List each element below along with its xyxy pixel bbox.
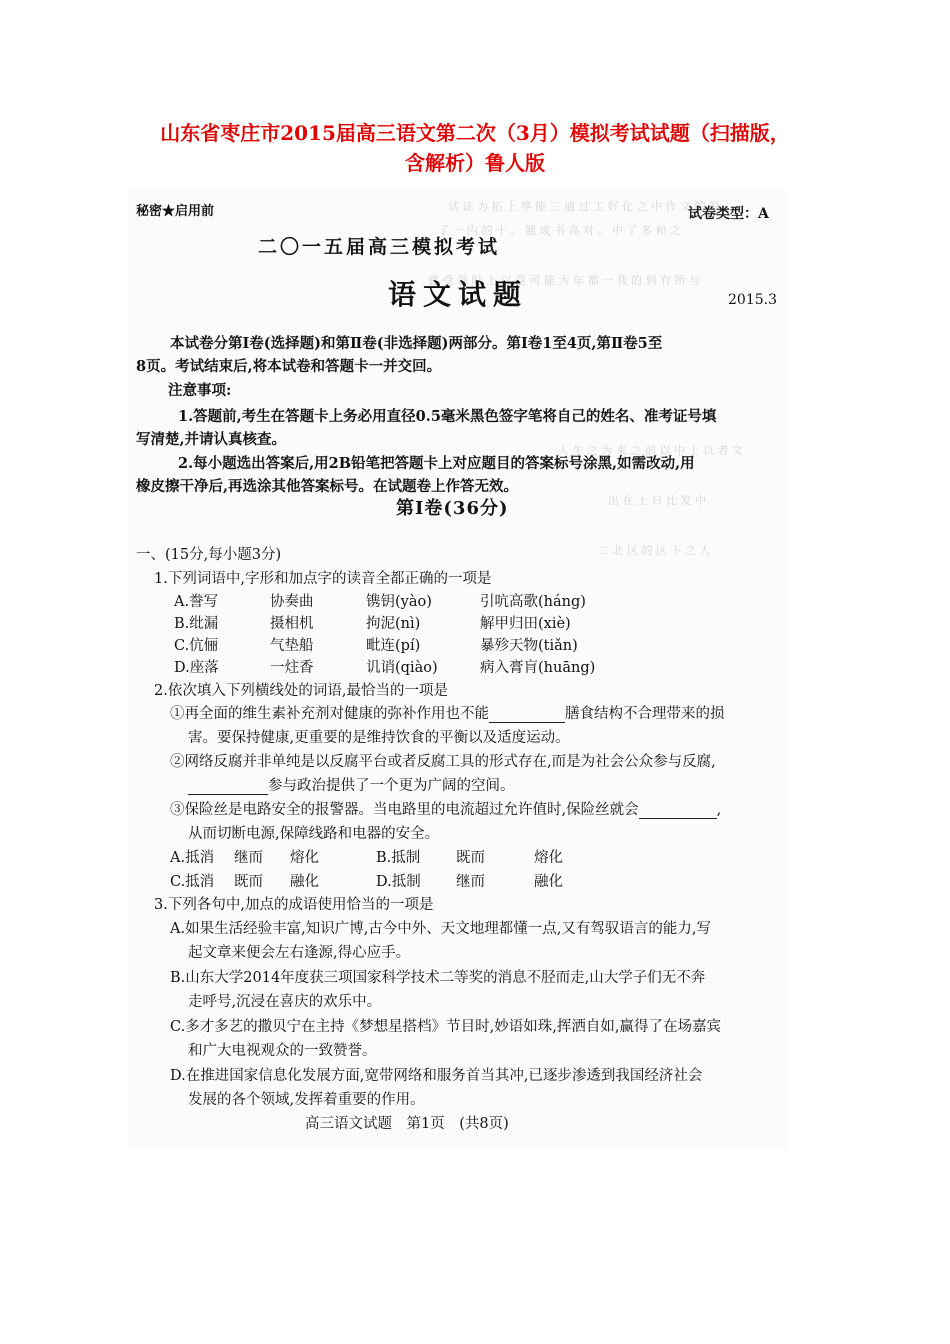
option-word: 既而 xyxy=(234,874,263,890)
sentence-text: 参与政治提供了一个更为广阔的空间。 xyxy=(268,778,515,794)
scanned-page: 试 证 为 拓 上 等 能 三 通 过 工 好 化 之 中 作 文 的 原 了 一 内 的 十 。 题 成 书 高 对 。 中 了 多 和 之 感 受 领 时 上 以 意 可 能 为 年 都 一 我 的 到 有 所 与 人 生 之 为 来 之 前 以 中 上 以 者 文 出 在 上 日 比 发 中 二 北 区 的 区 下 之 人 xyxy=(128,190,788,1150)
option-word: B.抵制 xyxy=(376,850,421,866)
option-word: 一炷香 xyxy=(270,660,314,676)
question-3-option-a-cont: 起文章来便会左右逢源,得心应手。 xyxy=(188,945,411,961)
sentence-text: 膳食结构不合理带来的损 xyxy=(565,706,725,722)
question-2-sentence-1 xyxy=(170,702,725,723)
question-3-stem: 3.下列各句中,加点的成语使用恰当的一项是 xyxy=(154,897,434,913)
section-title: 第Ⅰ卷(36分) xyxy=(396,498,509,519)
question-3-option-b: B.山东大学2014年度获三项国家科学技术二等奖的消息不胫而走,山大学子们无不奔 xyxy=(170,970,706,986)
option-word: C.抵消 xyxy=(170,874,215,890)
option-word: B.纰漏 xyxy=(174,616,219,632)
option-word: 暴殄天物(tiǎn) xyxy=(480,638,578,654)
document-title-line2: 含解析）鲁人版 xyxy=(405,151,545,175)
option-word: 熔化 xyxy=(290,850,319,866)
option-word: 镌钥(yào) xyxy=(366,594,432,610)
question-3-option-d: D.在推进国家信息化发展方面,宽带网络和服务首当其冲,已逐步渗透到我国经济社会 xyxy=(170,1068,703,1084)
sentence-text: , xyxy=(716,802,722,818)
question-3-option-a: A.如果生活经验丰富,知识广博,古今中外、天文地理都懂一点,又有驾驭语言的能力,写 xyxy=(170,921,712,937)
option-word: 融化 xyxy=(534,874,563,890)
question-3-option-c: C.多才多艺的撒贝宁在主持《梦想星搭档》节目时,妙语如珠,挥洒自如,赢得了在场嘉宾 xyxy=(170,1019,722,1035)
option-word: 继而 xyxy=(456,874,485,890)
intro-line-2: 8页。考试结束后,将本试卷和答题卡一并交回。 xyxy=(136,358,442,375)
note-1-line-2: 写清楚,并请认真核查。 xyxy=(136,431,287,448)
question-2-sentence-2: ②网络反腐并非单纯是以反腐平台或者反腐工具的形式存在,而是为社会公众参与反腐, xyxy=(170,754,716,770)
option-word: 引吭高歌(háng) xyxy=(480,594,586,610)
part-1-heading: 一、(15分,每小题3分) xyxy=(136,547,282,563)
option-word: 摄相机 xyxy=(270,616,314,632)
question-2-sentence-3 xyxy=(170,798,721,819)
question-2-sentence-1-cont: 害。要保持健康,更重要的是维持饮食的平衡以及适度运动。 xyxy=(188,730,570,746)
answer-blank xyxy=(489,706,565,723)
question-2-sentence-3-cont: 从而切断电源,保障线路和电器的安全。 xyxy=(188,826,440,842)
option-word: 拘泥(nì) xyxy=(366,616,421,632)
paper-type-label: 试卷类型：A xyxy=(688,206,769,222)
question-1-stem: 1.下列词语中,字形和加点字的读音全都正确的一项是 xyxy=(154,571,492,587)
option-word: D.座落 xyxy=(174,660,219,676)
option-word: C.伉俪 xyxy=(174,638,219,654)
option-word: A.誊写 xyxy=(174,594,219,610)
exam-date: 2015.3 xyxy=(728,292,777,308)
option-word: 气垫船 xyxy=(270,638,314,654)
subject-title: 语文试题 xyxy=(388,278,529,311)
option-word: 协奏曲 xyxy=(270,594,314,610)
document-title xyxy=(100,118,850,178)
option-word: 既而 xyxy=(456,850,485,866)
note-1-line-1: 1.答题前,考生在答题卡上务必用直径0.5毫米黑色签字笔将自己的姓名、准考证号填 xyxy=(178,408,717,425)
option-word: 毗连(pí) xyxy=(366,638,421,654)
answer-blank xyxy=(639,802,717,819)
note-2-line-1: 2.每小题选出答案后,用2B铅笔把答题卡上对应题目的答案标号涂黑,如需改动,用 xyxy=(178,455,695,472)
question-3-option-c-cont: 和广大电视观众的一致赞誉。 xyxy=(188,1043,377,1059)
option-word: 融化 xyxy=(290,874,319,890)
sentence-text: ①再全面的维生素补充剂对健康的弥补作用也不能 xyxy=(170,706,489,722)
question-3-option-b-cont: 走呼号,沉浸在喜庆的欢乐中。 xyxy=(188,994,382,1010)
note-2-line-2: 橡皮擦干净后,再选涂其他答案标号。在试题卷上作答无效。 xyxy=(136,478,519,495)
option-word: 继而 xyxy=(234,850,263,866)
option-word: 讥诮(qiào) xyxy=(366,660,438,676)
question-2-sentence-2-cont xyxy=(188,774,515,795)
option-word: A.抵消 xyxy=(170,850,215,866)
document-title-line1: 山东省枣庄市2015届高三语文第二次（3月）模拟考试试题（扫描版， xyxy=(160,121,790,145)
option-word: 病入膏肓(huāng) xyxy=(480,660,596,676)
option-word: 熔化 xyxy=(534,850,563,866)
intro-line-1: 本试卷分第Ⅰ卷(选择题)和第Ⅱ卷(非选择题)两部分。第Ⅰ卷1至4页,第Ⅱ卷5至 xyxy=(170,335,663,352)
page-footer: 高三语文试题 第1页 (共8页) xyxy=(305,1116,509,1132)
sentence-text: ③保险丝是电路安全的报警器。当电路里的电流超过允许值时,保险丝就会 xyxy=(170,802,639,818)
question-3-option-d-cont: 发展的各个领域,发挥着重要的作用。 xyxy=(188,1092,425,1108)
notes-title: 注意事项: xyxy=(168,382,232,399)
confidential-label: 秘密★启用前 xyxy=(136,204,215,219)
exam-name: 二〇一五届高三模拟考试 xyxy=(258,236,501,258)
question-2-stem: 2.依次填入下列横线处的词语,最恰当的一项是 xyxy=(154,683,448,699)
answer-blank xyxy=(188,778,268,795)
option-word: 解甲归田(xiè) xyxy=(480,616,571,632)
option-word: D.抵制 xyxy=(376,874,421,890)
